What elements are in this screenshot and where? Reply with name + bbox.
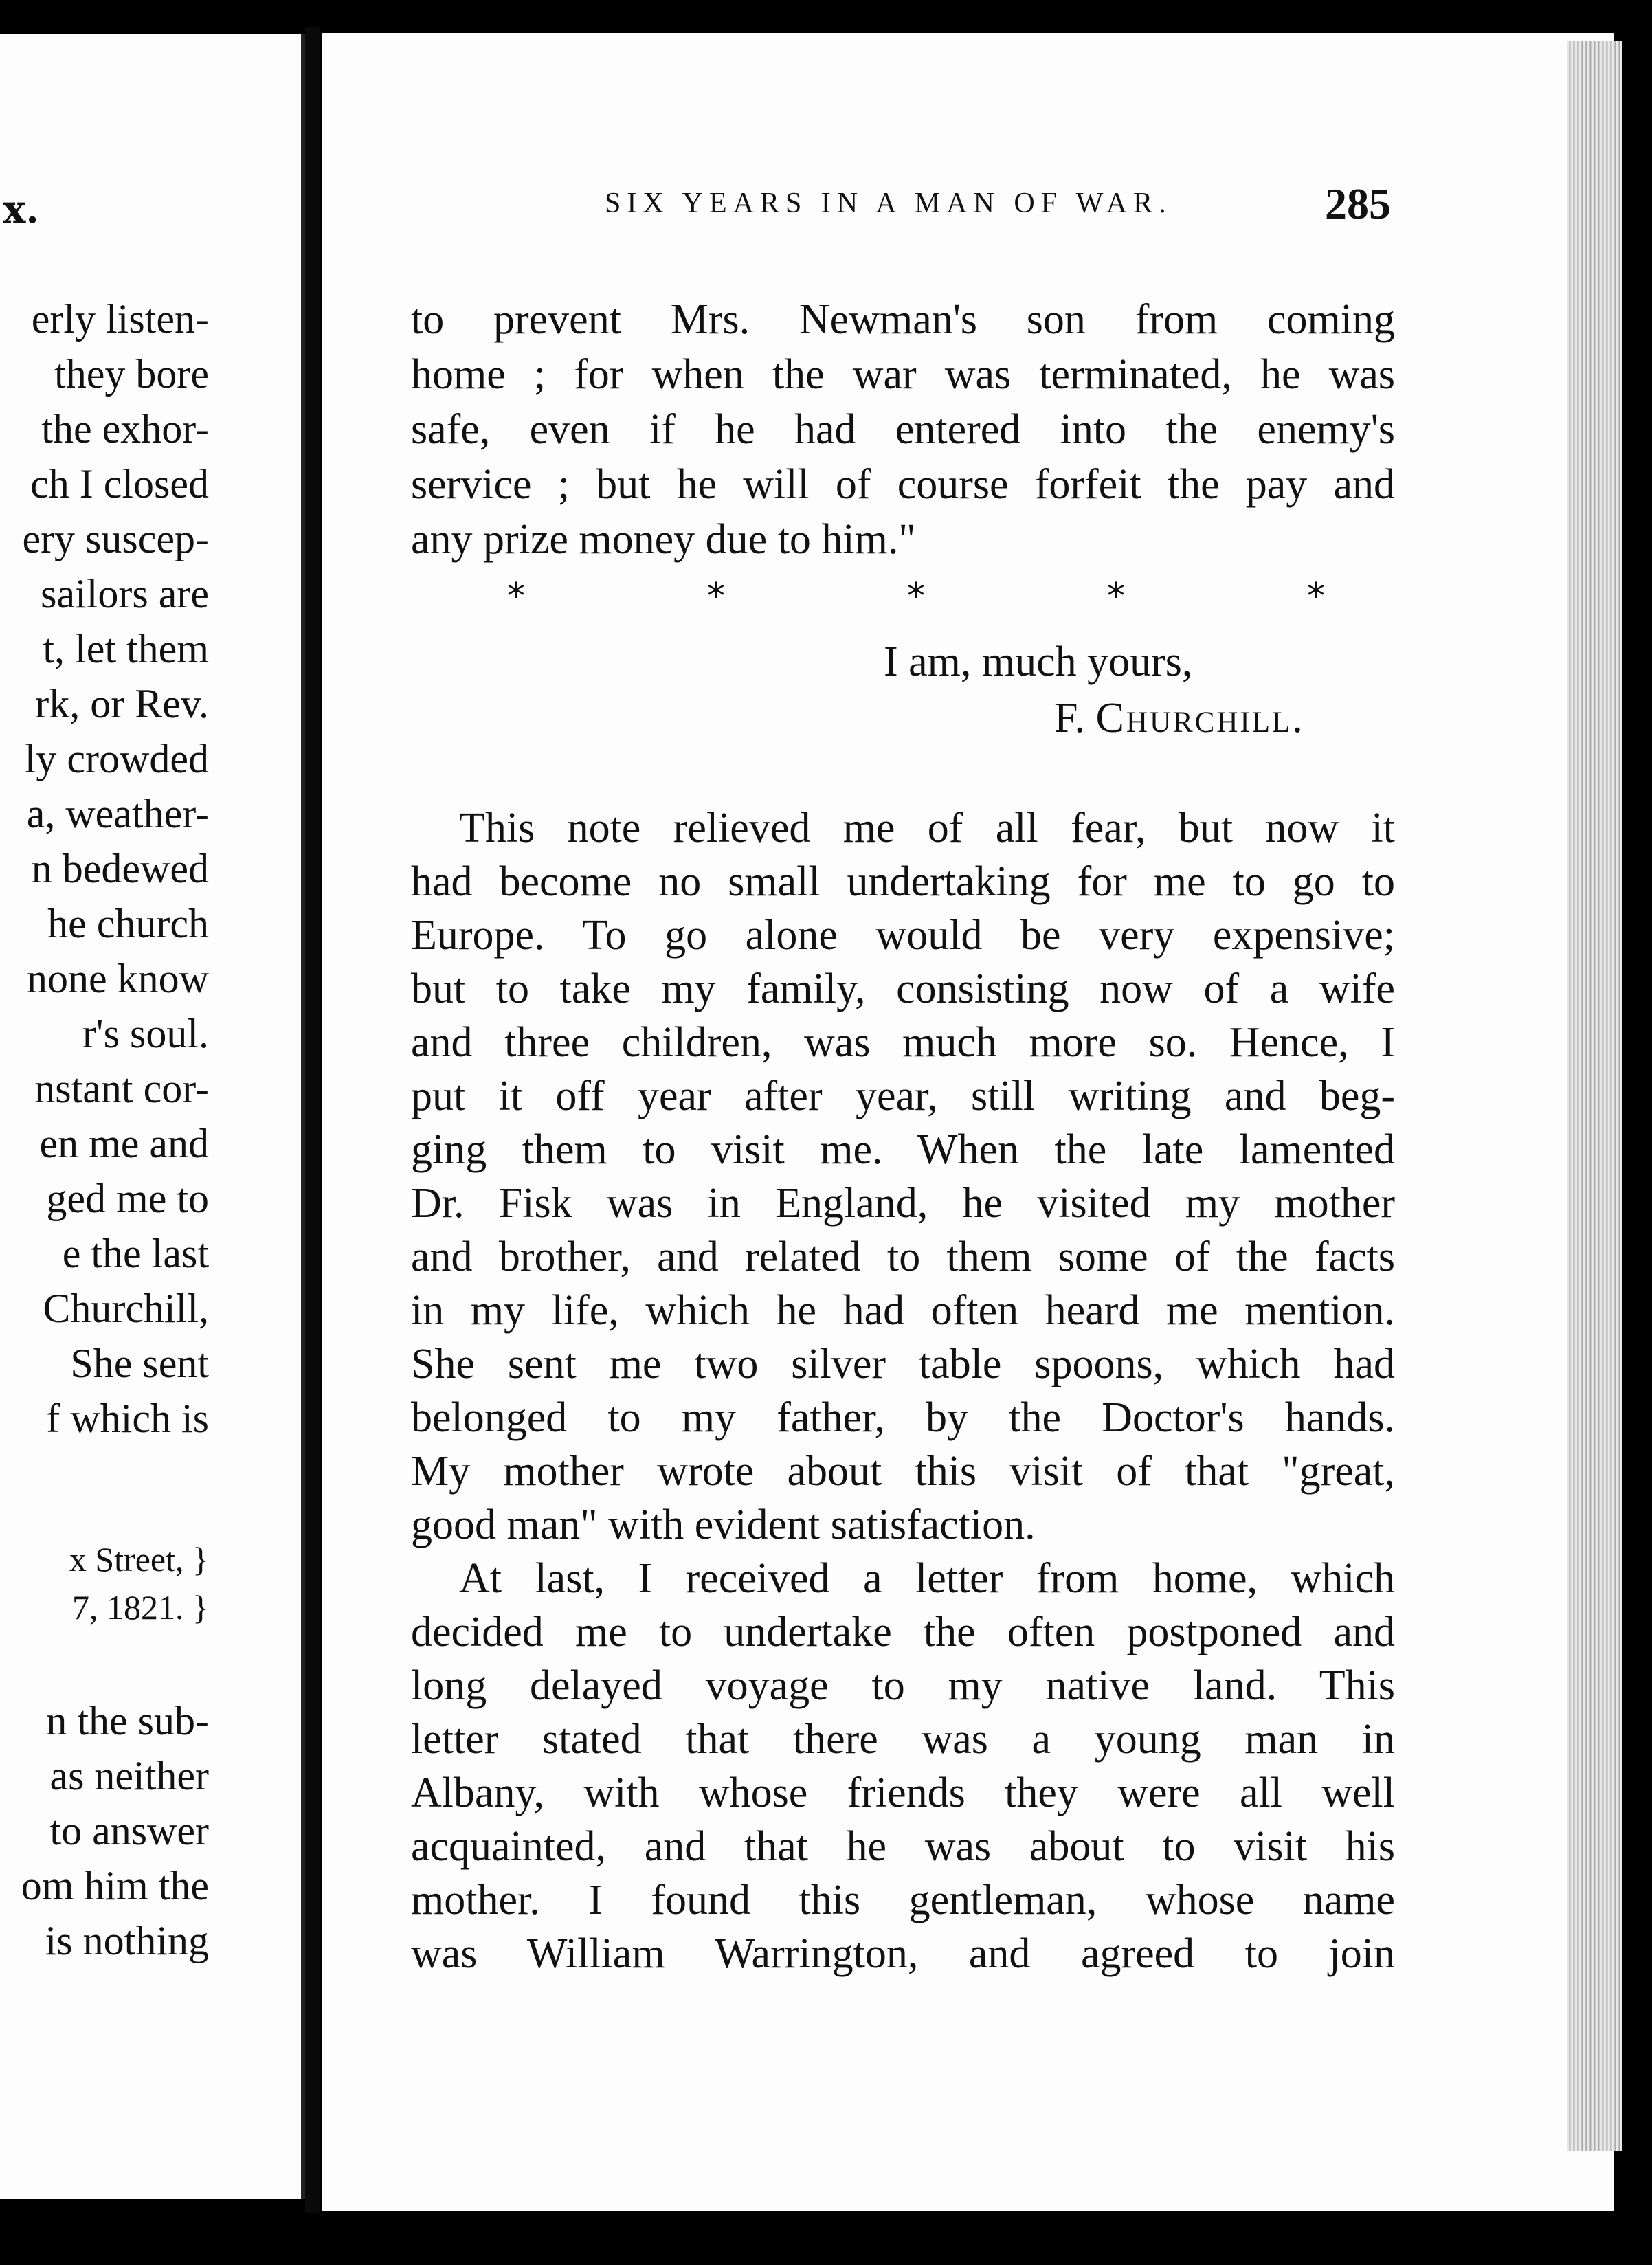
paragraph-line: My mother wrote about this visit of that "great,: [411, 1448, 1395, 1495]
page-number: 285: [1325, 179, 1391, 228]
left-page-line: he church: [47, 901, 209, 946]
left-page-line: as neither: [49, 1753, 209, 1798]
paragraph-line: This note relieved me of all fear, but now it: [459, 805, 1395, 851]
paragraph-line: Albany, with whose friends they were all well: [411, 1770, 1395, 1816]
paragraph-line: At last, I received a letter from home, which: [459, 1555, 1395, 1602]
letter-signature: [1054, 694, 1305, 743]
left-page-address-line: 7, 1821. }: [72, 1588, 209, 1627]
left-page-line: n bedewed: [31, 846, 209, 891]
left-page-line: n the sub-: [46, 1698, 209, 1743]
left-page-line: Churchill,: [43, 1286, 209, 1331]
asterisk: *: [1307, 576, 1325, 617]
left-page-line: ch I closed: [30, 461, 209, 506]
left-page-line: the exhor-: [41, 406, 209, 451]
paragraph-line: decided me to undertake the often postponed and: [411, 1609, 1395, 1655]
asterisk: *: [1107, 576, 1125, 617]
left-page-line: ged me to: [46, 1176, 209, 1221]
paragraph-line: acquainted, and that he was about to visit his: [411, 1823, 1395, 1870]
paragraph-line: put it off year after year, still writing and beg-: [411, 1073, 1395, 1119]
right-page: [322, 33, 1614, 2211]
letter-line: safe, even if he had entered into the enemy's: [411, 406, 1395, 453]
left-page-address-line: x Street, }: [69, 1540, 209, 1578]
paragraph-line: ging them to visit me. When the late lamented: [411, 1126, 1395, 1173]
paragraph-line: was William Warrington, and agreed to join: [411, 1930, 1395, 1977]
signature-initial: F.: [1054, 695, 1086, 741]
paragraph-line: had become no small undertaking for me to go to: [411, 858, 1395, 905]
page-edge-stack: [1567, 41, 1622, 2151]
book-gutter: [305, 27, 320, 2213]
asterisk: *: [507, 576, 525, 617]
paragraph-line: She sent me two silver table spoons, which had: [411, 1341, 1395, 1387]
paragraph-line: but to take my family, consisting now of a wife: [411, 966, 1395, 1012]
paragraph-line: and brother, and related to them some of the facts: [411, 1234, 1395, 1280]
left-page-line: ery suscep-: [22, 516, 209, 561]
left-page-line: r's soul.: [82, 1011, 209, 1056]
letter-closing: I am, much yours,: [884, 638, 1193, 685]
letter-line: any prize money due to him.": [411, 516, 916, 563]
left-page-line: f which is: [46, 1396, 209, 1441]
asterisk: *: [907, 576, 925, 617]
paragraph-line: long delayed voyage to my native land. This: [411, 1662, 1395, 1709]
left-page-line: t, let them: [43, 626, 209, 671]
left-page-line: e the last: [62, 1231, 209, 1276]
letter-line: to prevent Mrs. Newman's son from coming: [411, 296, 1395, 343]
paragraph-line: and three children, was much more so. Hence, I: [411, 1019, 1395, 1066]
bottom-shadow: [322, 2211, 1614, 2265]
paragraph-line: letter stated that there was a young man in: [411, 1716, 1395, 1763]
left-page-line: rk, or Rev.: [35, 681, 209, 726]
paragraph-line: belonged to my father, by the Doctor's hands.: [411, 1394, 1395, 1441]
left-page-line: none know: [27, 956, 209, 1001]
left-page-line: sailors are: [41, 571, 209, 616]
left-page-header-fragment: x.: [3, 187, 39, 232]
paragraph-line: in my life, which he had often heard me mention.: [411, 1287, 1395, 1334]
letter-line: home ; for when the war was terminated, he was: [411, 351, 1395, 398]
left-page-line: nstant cor-: [34, 1066, 209, 1111]
left-page-line: en me and: [39, 1121, 209, 1166]
left-page-line: they bore: [54, 351, 209, 397]
left-page-line: to answer: [49, 1808, 209, 1853]
paragraph-line: good man" with evident satisfaction.: [411, 1502, 1036, 1548]
asterisk: *: [707, 576, 725, 617]
left-page-line: is nothing: [45, 1918, 209, 1963]
letter-line: service ; but he will of course forfeit the pay and: [411, 461, 1395, 508]
left-page-line: She sent: [70, 1341, 209, 1386]
left-page-line: ly crowded: [24, 736, 209, 781]
left-page-line: om him the: [21, 1863, 209, 1908]
section-break-asterisks: [507, 576, 1325, 617]
left-page: [0, 34, 305, 2199]
left-page-line: a, weather-: [26, 791, 209, 836]
paragraph-line: Dr. Fisk was in England, he visited my mother: [411, 1180, 1395, 1227]
paragraph-line: mother. I found this gentleman, whose name: [411, 1877, 1395, 1923]
left-page-line: erly listen-: [31, 296, 209, 342]
signature-name: Churchill.: [1095, 695, 1305, 741]
running-head: SIX YEARS IN A MAN OF WAR.: [605, 188, 1172, 219]
paragraph-line: Europe. To go alone would be very expensive;: [411, 912, 1395, 959]
